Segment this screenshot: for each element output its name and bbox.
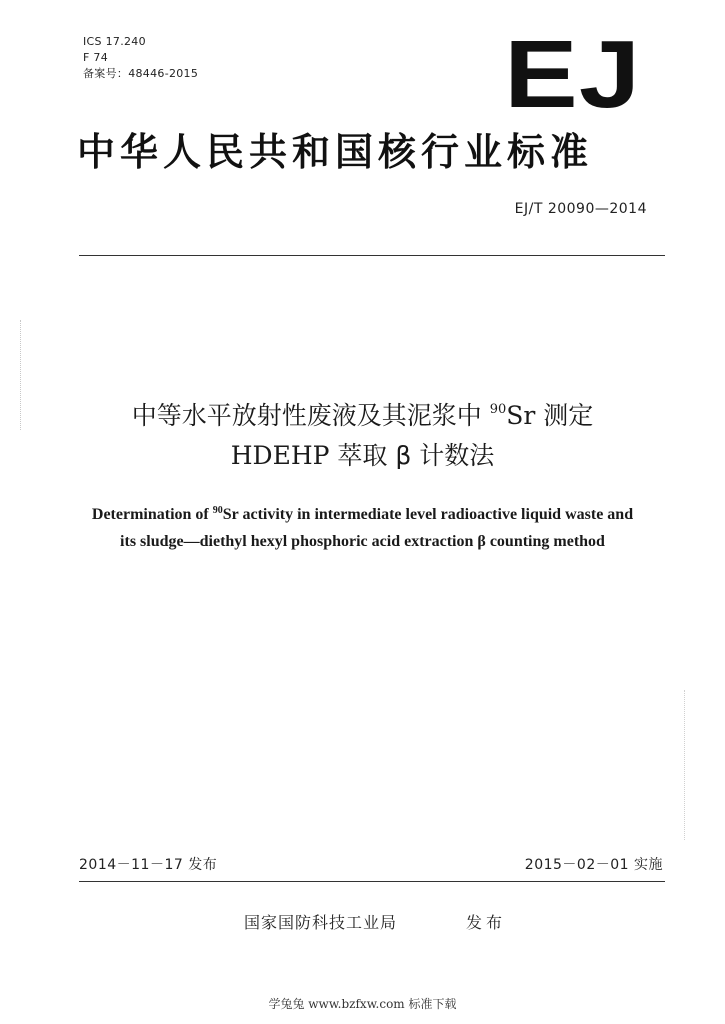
- source-watermark: 学兔兔 www.bzfxw.com 标准下载: [268, 997, 457, 1011]
- top-divider: [79, 255, 665, 256]
- title-cn-suffix: 测定: [535, 401, 594, 430]
- ccs-code: F 74: [83, 51, 109, 64]
- document-title-cn-line1: [0, 388, 725, 438]
- title-en-line2: its sludge—diethyl hexyl phosphoric acid extraction β counting method: [120, 533, 605, 550]
- scan-artifact-right: [684, 690, 687, 840]
- implementation-date: 2015－02－01 实施: [524, 857, 663, 873]
- filing-number: 备案号：48446-2015: [83, 67, 199, 80]
- publisher-name: 国家国防科技工业局: [244, 913, 398, 932]
- title-cn2-latin: HDEHP: [230, 441, 330, 470]
- standard-number: EJ/T 20090—2014: [514, 201, 647, 217]
- ej-logo: EJ: [503, 21, 641, 128]
- title-cn-prefix: 中等水平放射性废液及其泥浆中: [131, 401, 490, 430]
- title-en-prefix: Determination of: [91, 506, 213, 523]
- ics-code: ICS 17.240: [83, 35, 146, 48]
- standard-category-title: 中华人民共和国核行业标准: [77, 130, 594, 174]
- title-cn2-rest: 萃取 β 计数法: [329, 441, 495, 470]
- issue-date: 2014－11－17 发布: [79, 857, 218, 873]
- classification-block: [83, 34, 198, 82]
- title-en-line1: [0, 497, 725, 528]
- document-title-cn-line2: [0, 434, 725, 478]
- title-en-suffix: Sr activity in intermediate level radioactive liquid waste and: [222, 506, 634, 523]
- publish-label: 发布: [466, 913, 507, 932]
- isotope-mass-number: 90: [489, 402, 507, 417]
- bottom-divider: [79, 881, 665, 882]
- isotope-symbol: Sr: [506, 401, 536, 430]
- title-en-sup: 90: [212, 505, 223, 516]
- document-title-en: [0, 497, 725, 555]
